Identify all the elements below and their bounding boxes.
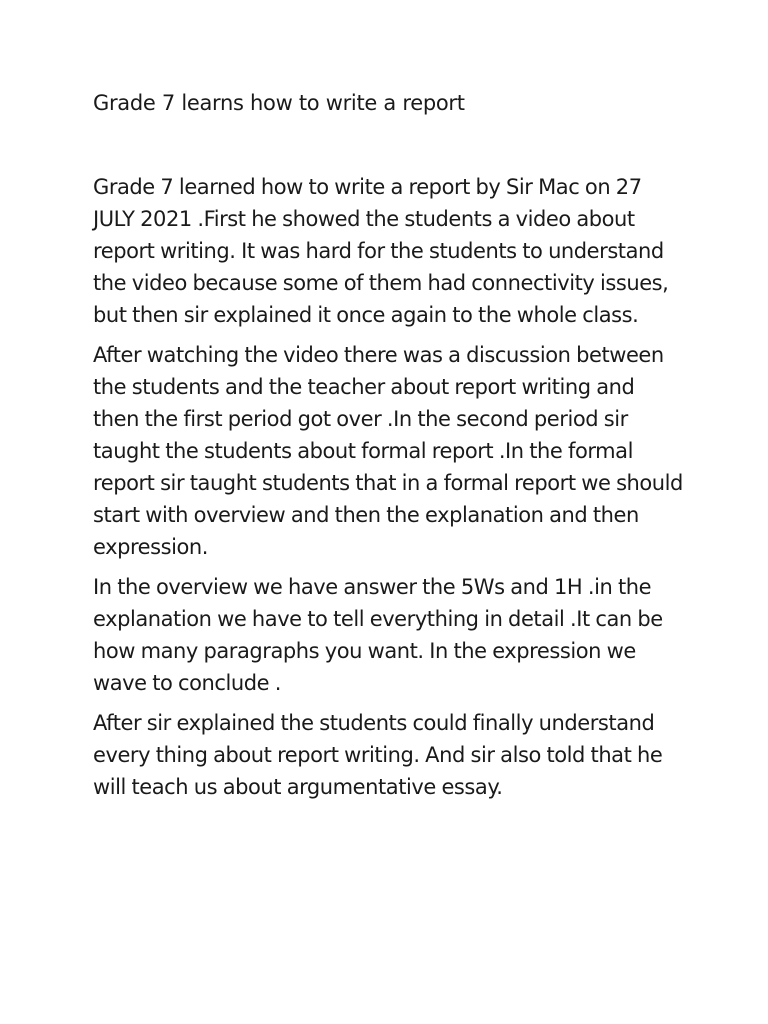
paragraph-1: Grade 7 learned how to write a report by Sir Mac on 27 JULY 2021 .First he showed the students a video about report writing. It was hard for the students to understand the video because some of them had connectivity issues, but then sir explained it once again to the whole class. bbox=[93, 175, 669, 327]
paragraph-4: After sir explained the students could finally understand every thing about report writing. And sir also told that he will teach us about argumentative essay. bbox=[93, 711, 663, 799]
document-title: Grade 7 learns how to write a report bbox=[93, 91, 465, 115]
paragraph-3: In the overview we have answer the 5Ws and 1H .in the explanation we have to tell everything in detail .It can be how many paragraphs you want. In the expression we wave to conclude . bbox=[93, 575, 663, 695]
document-body bbox=[93, 171, 683, 811]
paragraph-2: After watching the video there was a discussion between the students and the teacher about report writing and then the first period got over .In the second period sir taught the students about formal report .In the formal report sir taught students that in a formal report we should start with overview and then the explanation and then expression. bbox=[93, 343, 683, 559]
